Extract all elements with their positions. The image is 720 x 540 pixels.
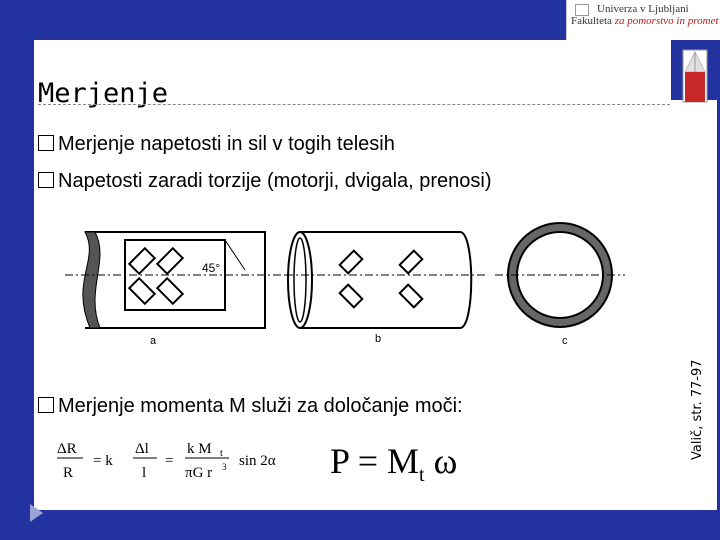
label-c: c <box>562 335 568 347</box>
angle-label: 45° <box>202 261 221 275</box>
university-logo <box>566 0 720 40</box>
svg-text:=: = <box>165 453 174 469</box>
svg-text:ΔR: ΔR <box>57 441 77 457</box>
power-formula: $P = M_t$ ω <box>330 441 458 487</box>
bullet-item: Merjenje napetosti in sil v togih telesih <box>38 133 395 156</box>
svg-text:t: t <box>220 448 223 459</box>
bullet-item: Merjenje momenta M služi za določanje moči: <box>38 395 463 418</box>
page-title: Merjenje <box>38 78 169 109</box>
svg-text:πG r: πG r <box>185 465 213 481</box>
bullet-box-icon <box>38 397 54 413</box>
title-divider <box>38 104 670 105</box>
crest-icon <box>675 48 715 104</box>
bullet-box-icon <box>38 172 54 188</box>
label-a: a <box>150 335 157 347</box>
svg-text:k M: k M <box>187 441 212 457</box>
svg-text:Δl: Δl <box>135 441 149 457</box>
strain-formula <box>55 435 295 485</box>
label-b: b <box>375 333 382 345</box>
svg-text:= k: = k <box>93 453 113 469</box>
torsion-figure <box>55 220 625 350</box>
logo-line2: Fakulteta za pomorstvo in promet <box>571 15 719 27</box>
bullet-box-icon <box>38 135 54 151</box>
svg-text:sin 2α: sin 2α <box>239 453 276 469</box>
left-frame <box>0 0 34 540</box>
bullet-item: Napetosti zaradi torzije (motorji, dvigala, prenosi) <box>38 170 492 193</box>
next-arrow-icon[interactable] <box>30 504 43 522</box>
svg-text:R: R <box>63 465 74 481</box>
svg-text:l: l <box>142 465 147 481</box>
svg-text:3: 3 <box>222 462 227 472</box>
bottom-frame <box>0 510 720 540</box>
side-reference: Valič, str. 77-97 <box>690 359 705 460</box>
logo-line1: Univerza v Ljubljani <box>597 3 689 15</box>
